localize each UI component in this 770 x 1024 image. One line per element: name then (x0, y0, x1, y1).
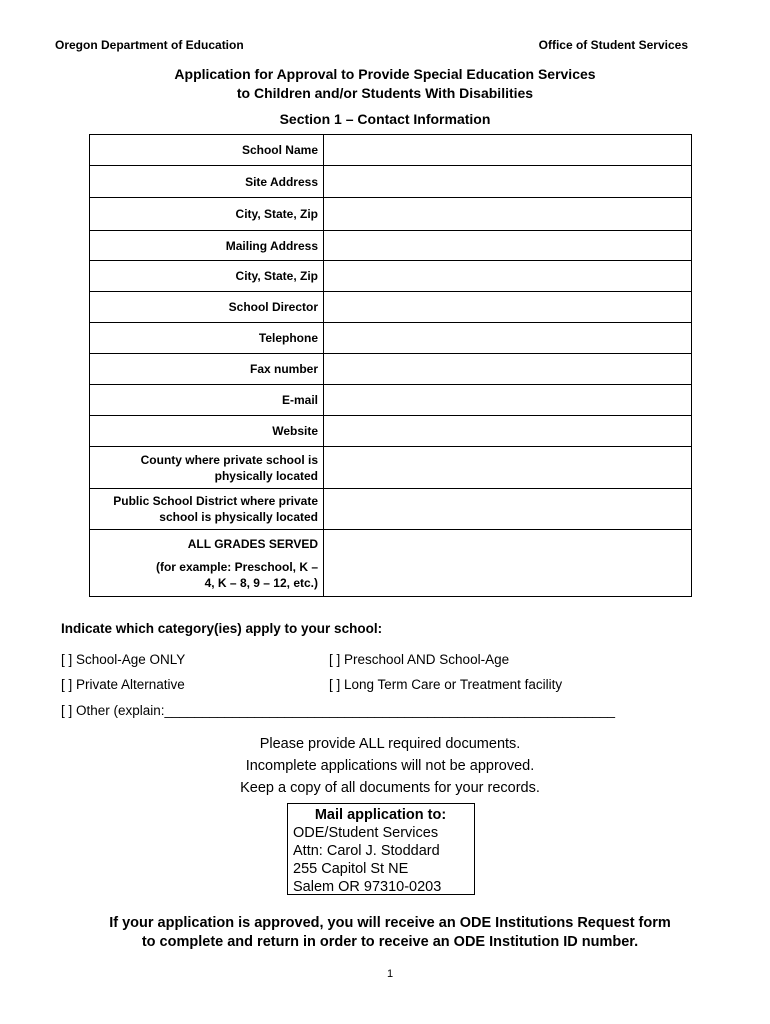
mail-line: 255 Capitol St NE (293, 861, 409, 877)
school-director-field[interactable] (324, 292, 692, 323)
mail-line: ODE/Student Services (293, 825, 439, 841)
field-label: City, State, Zip (90, 198, 324, 231)
grades-served-example: (for example: Preschool, K – 4, K – 8, 9 – 12, etc.) (155, 559, 318, 590)
field-label (90, 530, 324, 597)
telephone-field[interactable] (324, 323, 692, 354)
table-row (90, 261, 692, 292)
mailing-address-box (287, 803, 475, 895)
form-title-line2: to Children and/or Students With Disabilities (236, 85, 534, 101)
grades-served-field[interactable] (324, 530, 692, 597)
table-row (90, 135, 692, 166)
email-field[interactable] (324, 385, 692, 416)
header-office: Office of Student Services (538, 38, 688, 52)
contact-information-table (89, 134, 692, 597)
field-label: E-mail (90, 385, 324, 416)
table-row (90, 166, 692, 198)
field-label: Public School District where private school is physically located (90, 489, 324, 530)
mail-line: Salem OR 97310-0203 (293, 879, 442, 895)
approval-notice (0, 914, 770, 952)
county-field[interactable] (324, 447, 692, 489)
table-row (90, 354, 692, 385)
field-label: City, State, Zip (90, 261, 324, 292)
field-label: Telephone (90, 323, 324, 354)
note-line: Keep a copy of all documents for your records. (240, 780, 540, 796)
approval-notice-line: If your application is approved, you will receive an ODE Institutions Request form (109, 915, 671, 931)
school-district-field[interactable] (324, 489, 692, 530)
grades-served-label: ALL GRADES SERVED (187, 536, 318, 551)
checkbox-other[interactable]: [ ] Other (explain:____________________________________________________________ (61, 703, 616, 718)
approval-notice-line: to complete and return in order to receive an ODE Institution ID number. (141, 934, 639, 950)
checkbox-preschool-and-school-age[interactable]: [ ] Preschool AND School-Age (329, 652, 510, 667)
mailing-city-state-zip-field[interactable] (324, 261, 692, 292)
required-documents-notes (0, 733, 770, 799)
field-label: Site Address (90, 166, 324, 198)
table-row (90, 231, 692, 261)
form-title-line1: Application for Approval to Provide Special Education Services (174, 66, 596, 82)
checkbox-private-alternative[interactable]: [ ] Private Alternative (61, 677, 185, 692)
note-line: Incomplete applications will not be approved. (245, 758, 535, 774)
checkbox-school-age-only[interactable]: [ ] School-Age ONLY (61, 652, 186, 667)
table-row (90, 292, 692, 323)
mail-line: Attn: Carol J. Stoddard (293, 843, 440, 859)
site-address-field[interactable] (324, 166, 692, 198)
header-agency: Oregon Department of Education (55, 38, 244, 52)
table-row (90, 198, 692, 231)
school-name-field[interactable] (324, 135, 692, 166)
mailing-address-field[interactable] (324, 231, 692, 261)
table-row (90, 323, 692, 354)
field-label: Website (90, 416, 324, 447)
field-label: School Name (90, 135, 324, 166)
table-row (90, 489, 692, 530)
website-field[interactable] (324, 416, 692, 447)
page-number: 1 (386, 968, 394, 980)
table-row (90, 416, 692, 447)
field-label: Fax number (90, 354, 324, 385)
section-title: Section 1 – Contact Information (279, 111, 491, 127)
mail-heading: Mail application to: (314, 807, 447, 823)
site-city-state-zip-field[interactable] (324, 198, 692, 231)
checkbox-long-term-care[interactable]: [ ] Long Term Care or Treatment facility (329, 677, 563, 692)
fax-number-field[interactable] (324, 354, 692, 385)
field-label: School Director (90, 292, 324, 323)
table-row (90, 385, 692, 416)
note-line: Please provide ALL required documents. (259, 736, 521, 752)
table-row (90, 447, 692, 489)
field-label: County where private school is physically located (90, 447, 324, 489)
field-label: Mailing Address (90, 231, 324, 261)
category-heading: Indicate which category(ies) apply to your school: (61, 621, 383, 636)
table-row (90, 530, 692, 597)
